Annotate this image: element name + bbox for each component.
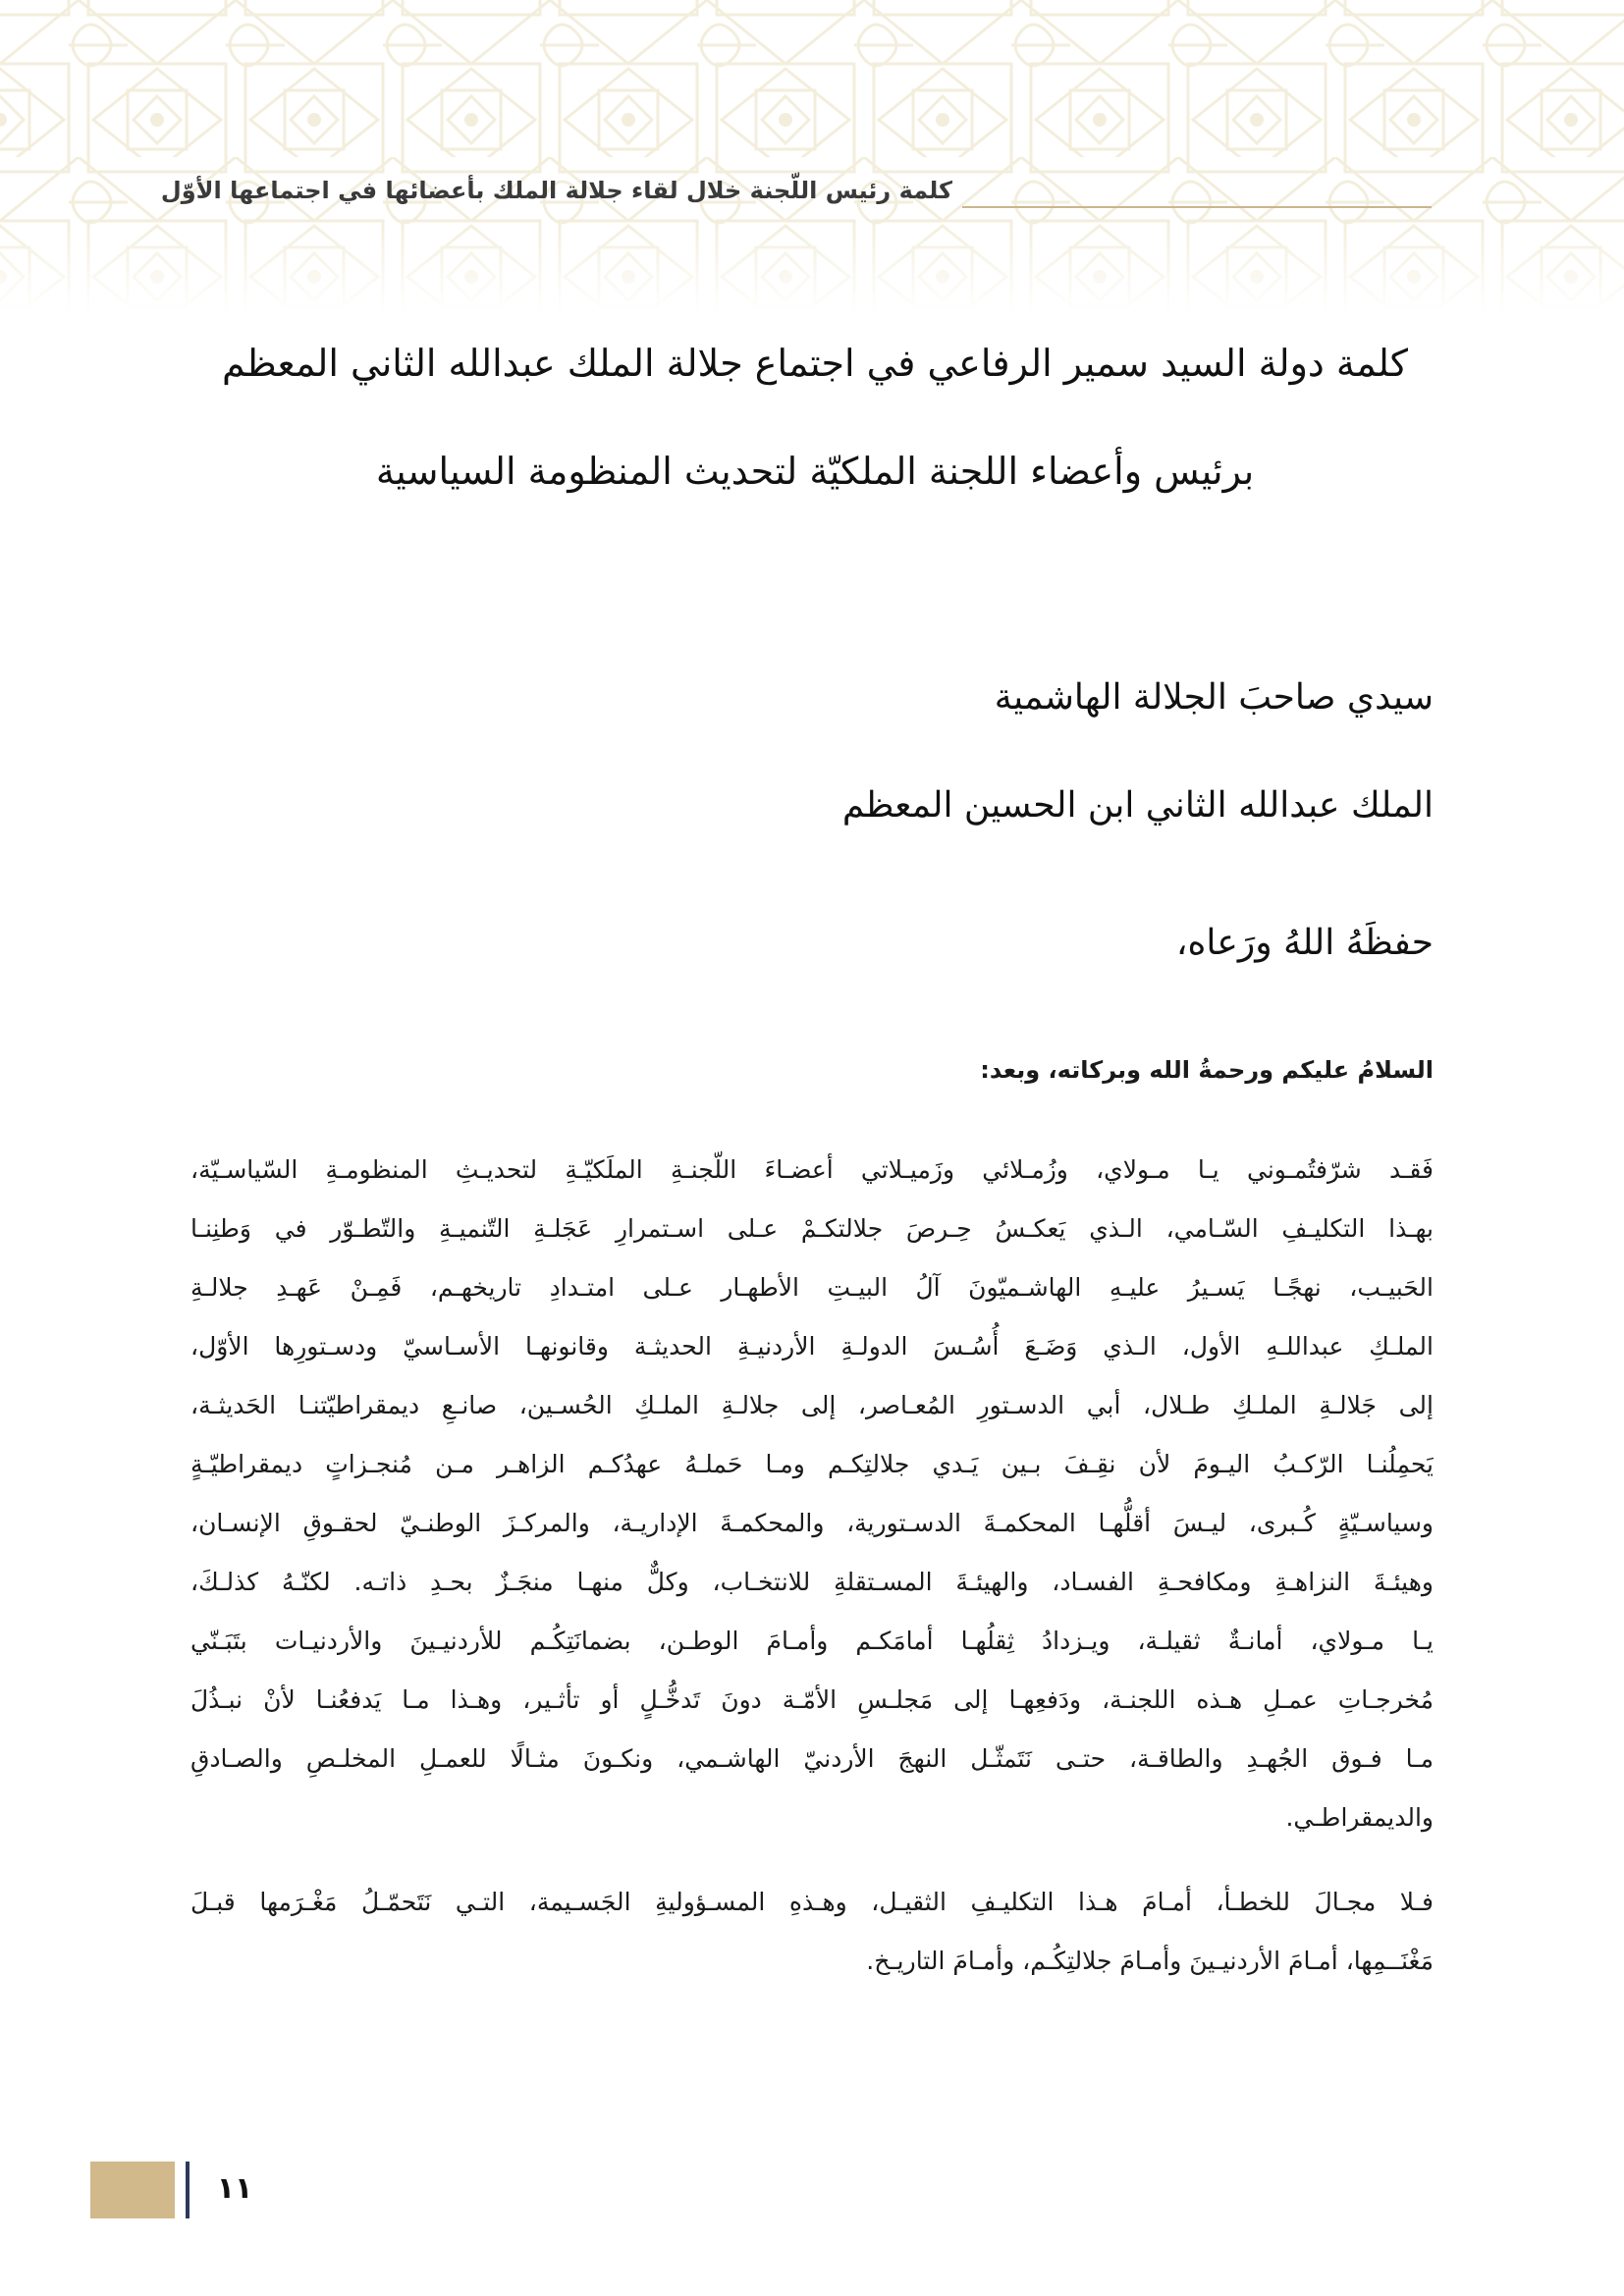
paragraph-line: الملـكِ عبداللـهِ الأول، الـذي وَضَـعَ أُسُـسَ الدولـةِ الأردنيـةِ الحديثـة وقانونهـا الأسـاسيّ ودسـتورِها الأوّل، (190, 1332, 1434, 1361)
salutation-line-3: حفظَهُ اللهُ ورَعاه، (1175, 923, 1434, 963)
page-title-line-1: كلمة دولة السيد سمير الرفاعي في اجتماع جلالة الملك عبدالله الثاني المعظم (222, 342, 1408, 385)
footer-gold-block (90, 2162, 175, 2218)
salutation-line-1: سيدي صاحبَ الجلالة الهاشمية (994, 677, 1434, 718)
paragraph-line: يَحمِلُنـا الرّكـبُ اليـومَ لأن نقِـفَ بـين يَـدي جلالتِكـم ومـا حَملـهُ عهدُكـم الزاهـر مـن مُنجـزاتٍ ديمقراطيّـةٍ (190, 1450, 1434, 1478)
salutation-line-2: الملك عبدالله الثاني ابن الحسين المعظم (841, 785, 1434, 826)
page-title-line-2: برئيس وأعضاء اللجنة الملكيّة لتحديث المنظومة السياسية (375, 450, 1255, 493)
body-paragraph-2 (190, 1873, 1434, 1991)
page-number: ١١ (216, 2171, 253, 2206)
footer-divider (186, 2162, 189, 2218)
paragraph-line: فـلا مجـالَ للخطـأ، أمـامَ هـذا التكليـفِ الثقيـل، وهـذهِ المسـؤوليةِ الجَسـيمة، التـي نَتَحمّـلُ مَغْـرَمها قبـلَ (190, 1888, 1434, 1916)
paragraph-line: مَغْنَــمِها، أمـامَ الأردنيـينَ وأمـامَ جلالتِكُـم، وأمـامَ التاريـخ. (866, 1947, 1434, 1975)
paragraph-line: الحَبيـب، نهجًـا يَسـيرُ عليـهِ الهاشـميّونَ آلُ البيـتِ الأطهـار عـلى امتـدادِ تاريخهـم، فَمِـنْ عَهـدِ جلالـةِ (190, 1273, 1434, 1302)
greeting: السلامُ عليكم ورحمةُ الله وبركاته، وبعد: (980, 1056, 1434, 1084)
paragraph-line: مـا فـوق الجُهـدِ والطاقـة، حتـى نَتَمثّـل النهجَ الأردنيّ الهاشـمي، ونكـونَ مثـالًا للعمـلِ المخلـصِ والصـادقِ (190, 1744, 1434, 1773)
decorative-pattern (0, 0, 1624, 314)
header-rule (962, 206, 1432, 208)
paragraph-line: بهـذا التكليـفِ السّـامي، الـذي يَعكـسُ حِـرصَ جلالتكـمْ عـلى اسـتمرارِ عَجَلـةِ التّنميـةِ والتّطـوّر في وَطنِنـا (190, 1214, 1434, 1243)
paragraph-line: وهيئـةَ النزاهـةِ ومكافحـةِ الفسـاد، والهيئـةَ المسـتقلةِ للانتخـاب، وكلٌّ منهـا منجَـزٌ بحـدِ ذاتـه. لكنّـهُ كذلـكَ، (190, 1568, 1434, 1596)
paragraph-line: يـا مـولاي، أمانـةٌ ثقيلـة، ويـزدادُ ثِقلُهـا أمامَكـم وأمـامَ الوطـن، بضمانَتِكُـم للأردنيـينَ والأردنيـات بتَبَـنّي (190, 1627, 1434, 1655)
paragraph-line: مُخرجـاتِ عمـلِ هـذه اللجنـة، ودَفعِهـا إلى مَجلـسِ الأمّـة دونَ تَدخُّـلٍ أو تأثـير، وهـذا مـا يَدفعُنـا لأنْ نبـذُلَ (190, 1685, 1434, 1714)
paragraph-line: والديمقراطـي. (1285, 1803, 1434, 1832)
body-paragraph-1 (190, 1141, 1434, 1847)
paragraph-line: وسياسـيّةٍ كُـبرى، ليـسَ أقلُّهـا المحكمـةَ الدسـتورية، والمحكمـةَ الإداريـة، والمركـزَ الوطنـيّ لحقـوقِ الإنسـان، (190, 1509, 1434, 1537)
running-head: كلمة رئيس اللّجنة خلال لقاء جلالة الملك بأعضائها في اجتماعها الأوّل (160, 177, 952, 204)
paragraph-line: إلى جَلالـةِ الملـكِ طـلال، أبي الدسـتورِ المُعـاصر، إلى جلالـةِ الملـكِ الحُسـين، صانـعِ ديمقراطيّتنـا الحَديثـة، (190, 1391, 1434, 1419)
paragraph-line: فَقـد شرّفتُمـوني يـا مـولاي، وزُمـلائي وزَميـلاتي أعضـاءَ اللّجنـةِ الملَكيّـةِ لتحديـثِ المنظومـةِ السّياسـيّة، (190, 1155, 1434, 1184)
